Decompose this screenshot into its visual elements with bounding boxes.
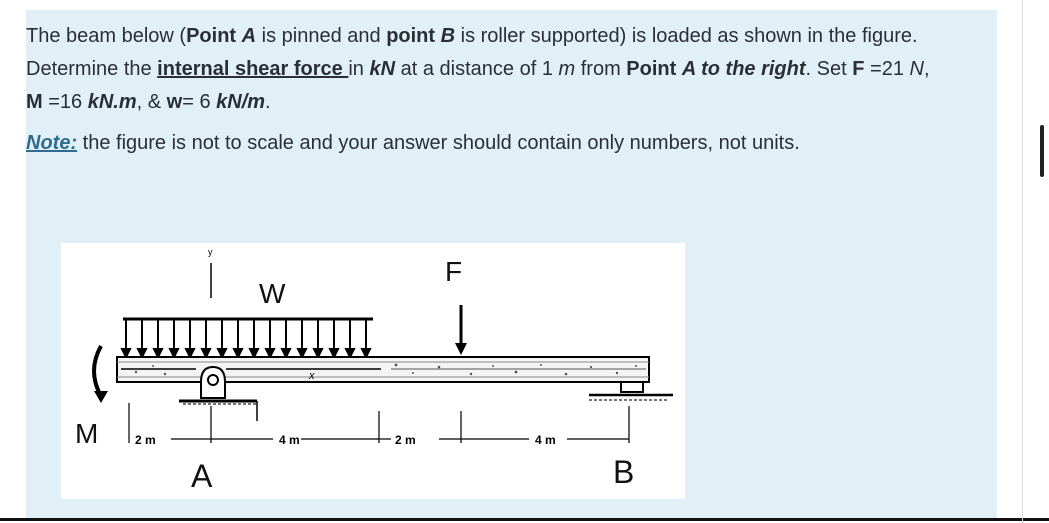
dimension-label-3: 2 m	[395, 433, 416, 447]
point-load-f-arrow	[455, 305, 467, 355]
dimension-label-4: 4 m	[535, 433, 556, 447]
beam	[117, 357, 649, 382]
roller-support-b	[589, 382, 673, 400]
note-text: Note: the figure is not to scale and your answer should contain only numbers, not units.	[26, 132, 800, 154]
moment-arc	[94, 346, 101, 396]
dimension-label-2: 4 m	[279, 433, 300, 447]
beam-diagram	[61, 243, 685, 499]
dimension-label-1: 2 m	[135, 433, 156, 447]
load-w-label: W	[259, 278, 286, 309]
distributed-load-arrows	[122, 319, 370, 357]
y-axis-label: y	[208, 247, 213, 257]
moment-m-label: M	[75, 418, 99, 449]
bottom-border	[0, 518, 1049, 521]
right-divider	[1022, 0, 1023, 523]
scrollbar-thumb[interactable]	[1040, 125, 1044, 177]
question-text: The beam below (Point A is pinned and point B is roller supported) is loaded as shown in the figure. Determine the internal shear force in kN at a distance of 1 m from Point A to the right. Set F =21 N, M =16 kN.m, & w= 6 kN/m.	[26, 25, 930, 113]
load-f-label: F	[445, 256, 463, 287]
support-a-label: A	[191, 458, 213, 494]
support-b-label: B	[613, 454, 635, 490]
x-axis-label: x	[309, 370, 315, 382]
beam-figure	[61, 243, 685, 499]
note-label: Note:	[26, 132, 78, 154]
moment-arrowhead	[94, 391, 108, 403]
